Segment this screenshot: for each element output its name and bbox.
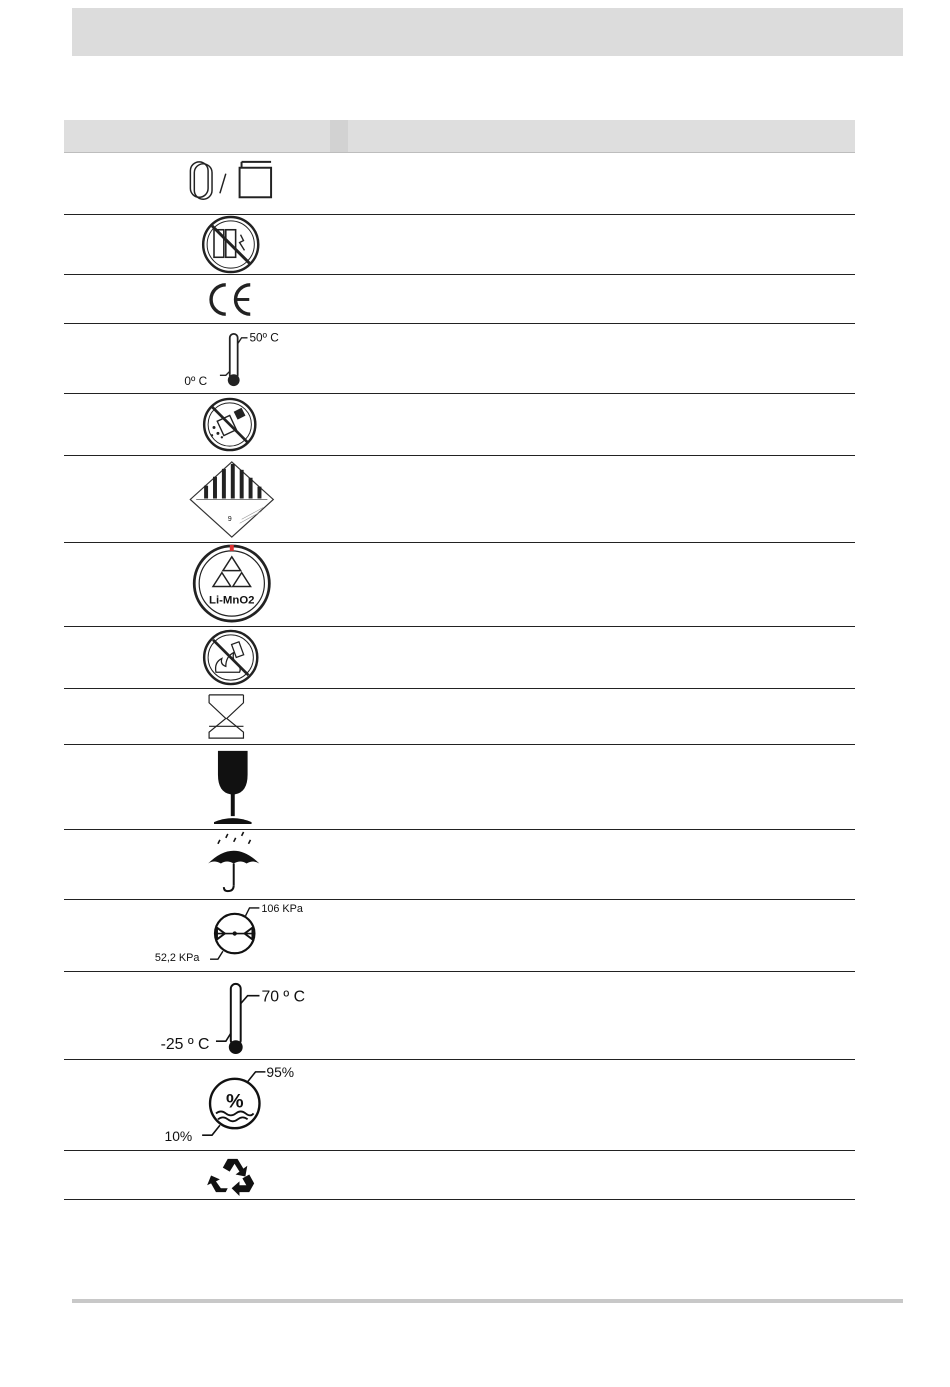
humidity-low-label: 10% xyxy=(164,1128,193,1145)
battery-recycle-icon xyxy=(124,543,304,626)
applied-part-icon xyxy=(124,152,304,214)
table-row xyxy=(64,689,855,745)
table-row xyxy=(64,972,855,1060)
pressure-limits-icon xyxy=(124,900,304,971)
do-not-incinerate-icon xyxy=(124,627,304,688)
table-row xyxy=(64,627,855,689)
keep-dry-umbrella-icon xyxy=(124,830,304,899)
table-row xyxy=(64,830,855,900)
table-header-divider xyxy=(330,120,348,152)
pressure-high-label: 106 KPa xyxy=(261,902,303,915)
operating-temperature-icon xyxy=(124,324,304,393)
table-row xyxy=(64,900,855,972)
use-by-hourglass-icon xyxy=(124,689,304,744)
battery-chemistry-label: Li-MnO2 xyxy=(209,594,255,607)
humidity-limits-icon xyxy=(124,1060,304,1150)
do-not-crush-icon xyxy=(124,394,304,455)
svg-text:%: % xyxy=(225,1090,244,1113)
temp-store-low-label: -25 º C xyxy=(160,1036,210,1054)
table-row xyxy=(64,1151,855,1200)
hazmat-class-label: 9 xyxy=(227,516,232,524)
table-row xyxy=(64,456,855,543)
pressure-low-label: 52,2 KPa xyxy=(154,952,200,965)
humidity-high-label: 95% xyxy=(266,1063,295,1080)
recycle-icon xyxy=(124,1151,304,1199)
temp-store-high-label: 70 º C xyxy=(261,988,305,1006)
table-row xyxy=(64,543,855,627)
table-row xyxy=(64,1060,855,1151)
fragile-glass-icon xyxy=(124,745,304,829)
table-row xyxy=(64,324,855,394)
page-header-bar xyxy=(72,8,903,56)
no-battery-disposal-icon xyxy=(124,215,304,274)
table-row xyxy=(64,394,855,456)
table-row xyxy=(64,745,855,830)
hazmat-class9-icon xyxy=(124,456,304,542)
table-header xyxy=(64,120,855,153)
table-row xyxy=(64,275,855,324)
footer-rule xyxy=(72,1299,903,1303)
temp-op-low-label: 0º C xyxy=(184,374,208,389)
table-row xyxy=(64,215,855,275)
temp-op-high-label: 50º C xyxy=(249,330,279,345)
storage-temperature-icon xyxy=(124,972,304,1059)
table-row xyxy=(64,152,855,215)
ce-mark-icon xyxy=(124,275,304,323)
